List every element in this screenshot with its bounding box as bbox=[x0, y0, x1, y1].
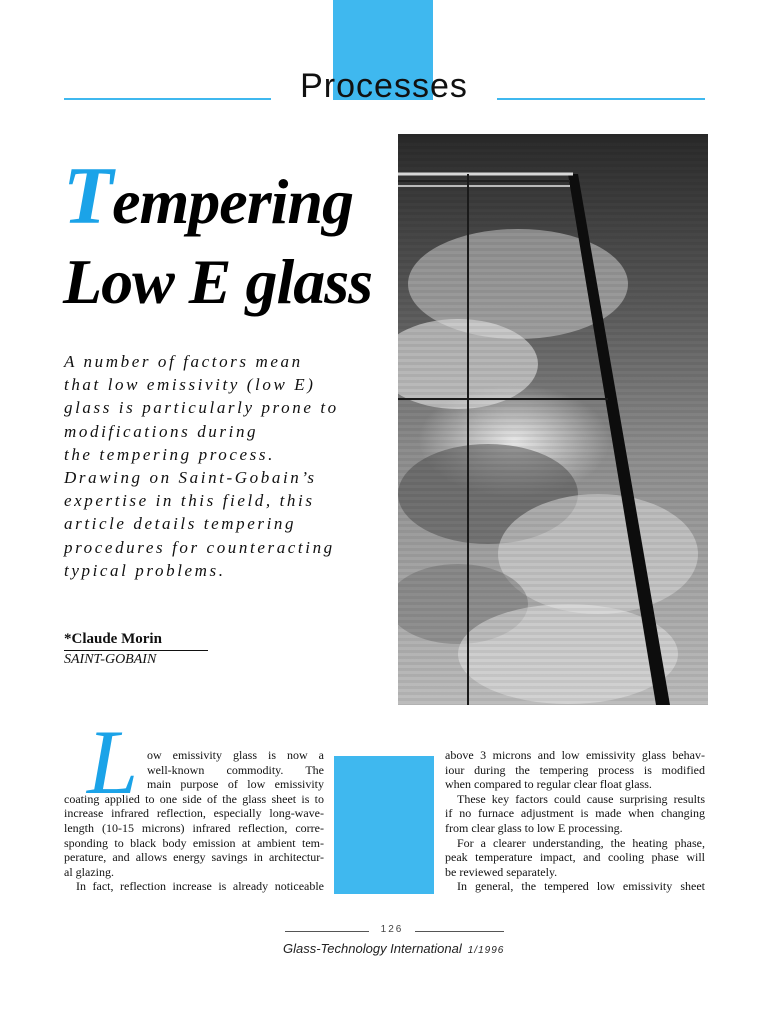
section-title: Processes bbox=[300, 67, 468, 105]
body-line: iour during the tempering process is modified bbox=[445, 762, 705, 777]
standfirst-line: procedures for counteracting bbox=[64, 537, 335, 557]
headline-initial: T bbox=[63, 150, 113, 241]
body-line: perature, and allows energy savings in architectur- bbox=[64, 850, 324, 865]
body-line: if no furnace adjustment is made when changing bbox=[445, 806, 705, 821]
standfirst-line: expertise in this field, this bbox=[64, 491, 315, 511]
journal-title: Glass-Technology International bbox=[283, 941, 462, 956]
journal-name bbox=[283, 941, 513, 956]
standfirst-line: article details tempering bbox=[64, 514, 297, 534]
standfirst-line: A number of factors mean bbox=[64, 352, 303, 371]
body-line: For a clearer understanding, the heating phase, bbox=[457, 835, 705, 850]
standfirst-line: modifications during bbox=[64, 421, 259, 441]
standfirst-line: typical problems. bbox=[64, 560, 226, 580]
standfirst-line: the tempering process. bbox=[64, 444, 275, 464]
page-number: 126 bbox=[380, 924, 404, 935]
body-line: length (10-15 microns) infrared reflection, corre- bbox=[64, 820, 324, 835]
body-line: coating applied to one side of the glass sheet is to bbox=[64, 791, 324, 806]
body-column-left bbox=[64, 748, 324, 894]
body-column-right bbox=[445, 748, 705, 894]
article-headline bbox=[63, 150, 443, 322]
body-line: increase infrared reflection, especially long-wave- bbox=[64, 806, 324, 821]
decorative-blue-box bbox=[334, 756, 434, 894]
section-rule-right bbox=[497, 98, 705, 100]
body-line: These key factors could cause surprising results bbox=[457, 791, 705, 806]
standfirst-line: Drawing on Saint-Gobain’s bbox=[64, 468, 317, 488]
body-line: peak temperature impact, and cooling phase will bbox=[445, 850, 705, 865]
body-line: well-known commodity. The bbox=[147, 762, 324, 777]
building-glass-photo bbox=[398, 134, 708, 705]
body-line: In fact, reflection increase is already noticeable bbox=[76, 879, 324, 894]
body-line: above 3 microns and low emissivity glass behav- bbox=[445, 748, 705, 762]
author-affiliation: SAINT-GOBAIN bbox=[64, 652, 157, 667]
standfirst-line: that low emissivity (low E) bbox=[64, 375, 316, 395]
body-line: al glazing. bbox=[64, 864, 114, 879]
body-line: main purpose of low emissivity bbox=[147, 777, 324, 792]
footer-rule-right bbox=[415, 931, 504, 932]
headline-line2: Low E glass bbox=[63, 246, 373, 317]
body-line: from clear glass to low E processing. bbox=[445, 820, 623, 835]
body-drop-cap: L bbox=[87, 711, 139, 813]
body-line: In general, the tempered low emissivity sheet bbox=[457, 879, 705, 894]
body-line: when compared to regular clear float glass. bbox=[445, 777, 652, 792]
article-standfirst bbox=[64, 350, 384, 582]
author-name: *Claude Morin bbox=[64, 629, 208, 651]
journal-issue: 1/1996 bbox=[467, 945, 505, 956]
section-rule-left bbox=[64, 98, 271, 100]
headline-line1: empering bbox=[112, 166, 353, 237]
body-line: sponding to black body emission at ambient tem- bbox=[64, 835, 324, 850]
standfirst-line: glass is particularly prone to bbox=[64, 398, 339, 418]
body-line: be reviewed separately. bbox=[445, 864, 558, 879]
footer-rule-left bbox=[285, 931, 369, 932]
body-line: ow emissivity glass is now a bbox=[147, 748, 324, 762]
